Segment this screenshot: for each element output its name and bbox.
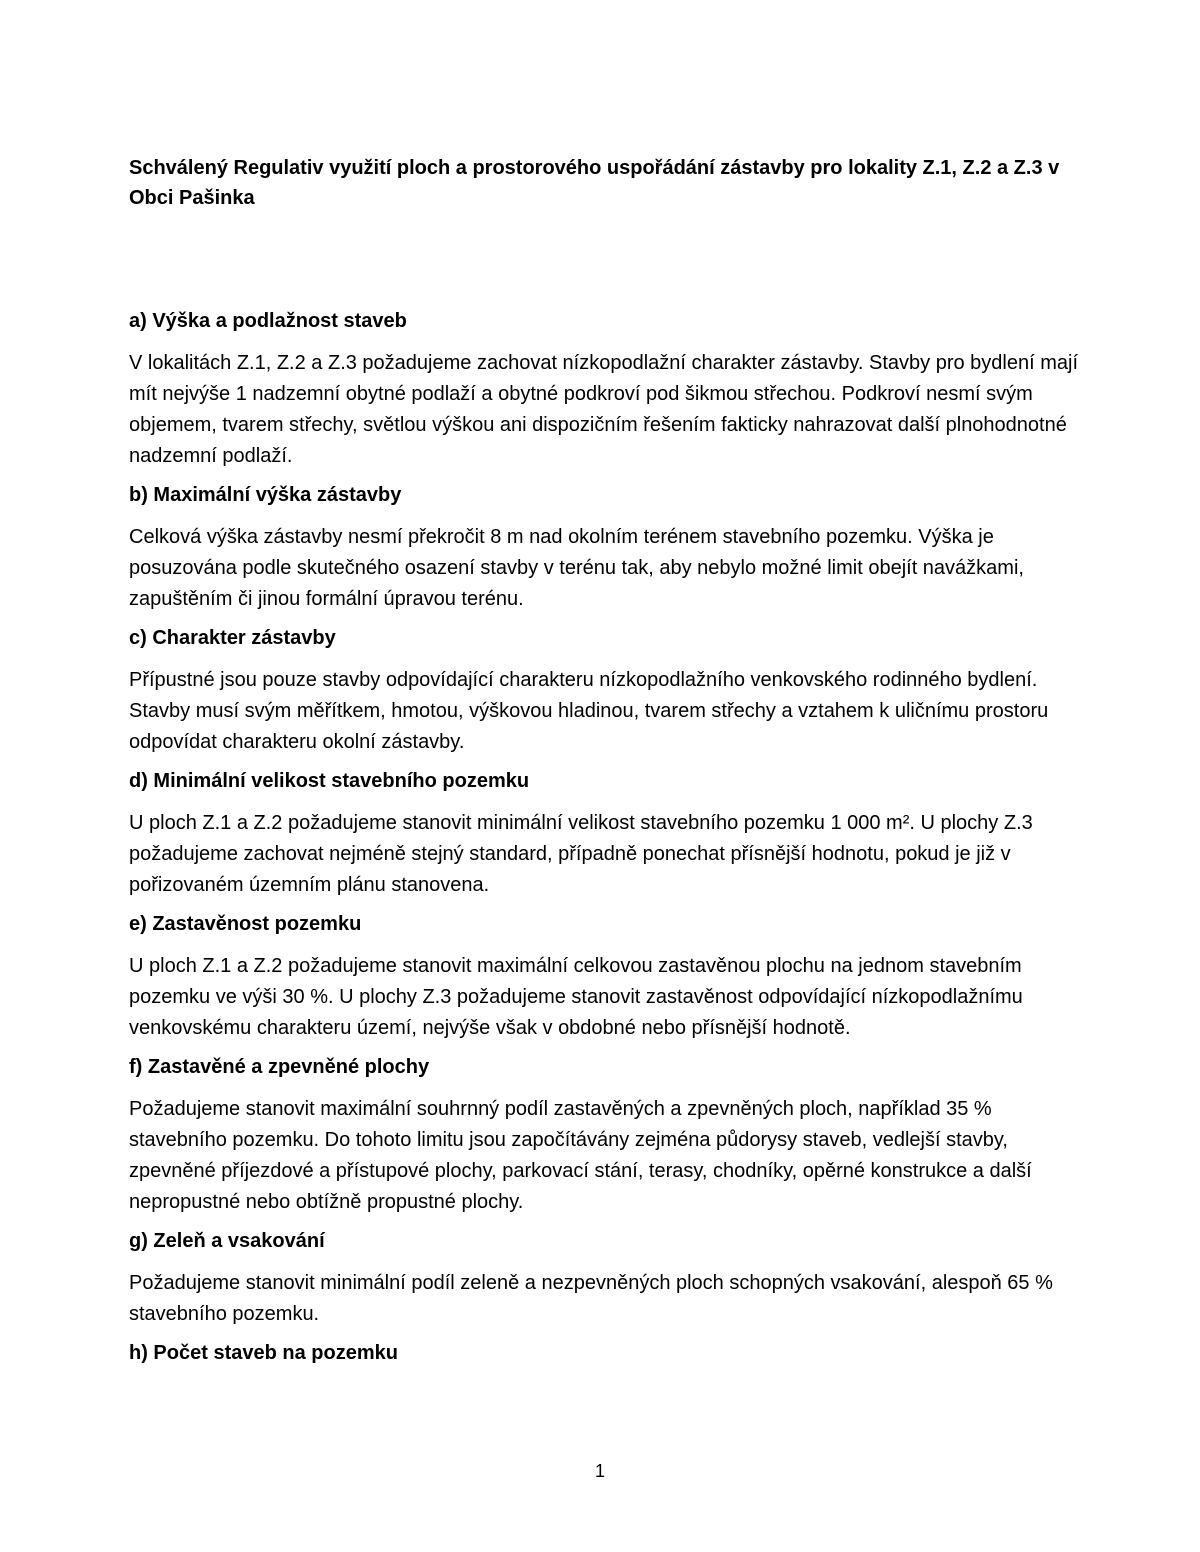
section-heading: d) Minimální velikost stavebního pozemku xyxy=(129,770,530,792)
page-number: 1 xyxy=(594,1461,605,1481)
section-d xyxy=(129,767,1091,901)
section-a xyxy=(129,307,1091,472)
section-heading: h) Počet staveb na pozemku xyxy=(129,1342,398,1364)
section-body: U ploch Z.1 a Z.2 požadujeme stanovit maximální celkovou zastavěnou plochu na jednom stavebním pozemku ve výši 30 %. U plochy Z.3 požadujeme stanovit zastavěnost odpovídající nízkopodlažnímu venkovskému charakteru území, nejvýše však v obdobné nebo přísnější hodnotě. xyxy=(129,955,1023,1039)
section-body: U ploch Z.1 a Z.2 požadujeme stanovit minimální velikost stavebního pozemku 1 000 m². U plochy Z.3 požadujeme zachovat nejméně stejný standard, případně ponechat přísnější hodnotu, pokud je již v pořizovaném územním plánu stanovena. xyxy=(129,812,1033,896)
section-body: Celková výška zástavby nesmí překročit 8 m nad okolním terénem stavebního pozemku. Výška je posuzována podle skutečného osazení stavby v terénu tak, aby nebylo možné limit obejít navážkami, zapuštěním či jinou formální úpravou terénu. xyxy=(129,526,1024,610)
section-heading: c) Charakter zástavby xyxy=(129,627,336,649)
section-f xyxy=(129,1053,1091,1218)
section-g xyxy=(129,1227,1091,1330)
section-heading: g) Zeleň a vsakování xyxy=(129,1230,325,1252)
section-c xyxy=(129,624,1091,758)
section-heading: e) Zastavěnost pozemku xyxy=(129,913,362,935)
section-body: Požadujeme stanovit minimální podíl zeleně a nezpevněných ploch schopných vsakování, alespoň 65 % stavebního pozemku. xyxy=(129,1272,1053,1325)
section-e xyxy=(129,910,1091,1044)
section-body: Přípustné jsou pouze stavby odpovídající charakteru nízkopodlažního venkovského rodinného bydlení. Stavby musí svým měřítkem, hmotou, výškovou hladinou, tvarem střechy a vztahem k uličnímu prostoru odpovídat charakteru okolní zástavby. xyxy=(129,669,1049,753)
section-b xyxy=(129,481,1091,615)
section-body: Požadujeme stanovit maximální souhrnný podíl zastavěných a zpevněných ploch, například 35 % stavebního pozemku. Do tohoto limitu jsou započítávány zejména půdorysy staveb, vedlejší stavby, zpevněné příjezdové a přístupové plochy, parkovací stání, terasy, chodníky, opěrné konstrukce a další nepropustné nebo obtížně propustné plochy. xyxy=(129,1098,1032,1213)
section-h xyxy=(129,1339,1091,1367)
document-title: Schválený Regulativ využití ploch a prostorového uspořádání zástavby pro lokality Z.1, Z.2 a Z.3 v Obci Pašinka xyxy=(129,157,1060,209)
section-heading: b) Maximální výška zástavby xyxy=(129,484,402,506)
document-content xyxy=(129,153,1091,1380)
section-body: V lokalitách Z.1, Z.2 a Z.3 požadujeme zachovat nízkopodlažní charakter zástavby. Stavby pro bydlení mají mít nejvýše 1 nadzemní obytné podlaží a obytné podkroví pod šikmou střechou. Podkroví nesmí svým objemem, tvarem střechy, světlou výškou ani dispozičním řešením fakticky nahrazovat další plnohodnotné nadzemní podlaží. xyxy=(129,352,1079,467)
section-heading: a) Výška a podlažnost staveb xyxy=(129,310,407,332)
section-heading: f) Zastavěné a zpevněné plochy xyxy=(129,1056,430,1078)
